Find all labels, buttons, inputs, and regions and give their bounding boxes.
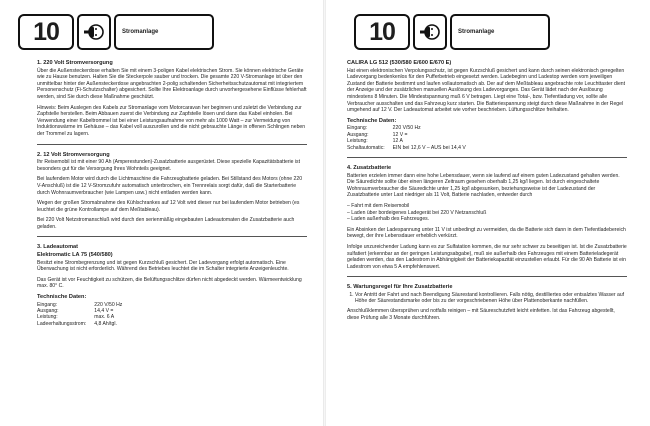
left-content bbox=[37, 60, 307, 331]
charger-heading: CALIRA LG 512 (530/580 E/600 E/670 E) bbox=[347, 60, 452, 66]
table-row: Leistung: 12 A bbox=[347, 138, 403, 145]
page-header bbox=[354, 14, 550, 48]
right-content bbox=[347, 60, 627, 325]
chapter-number: 10 bbox=[18, 14, 74, 50]
page-header bbox=[18, 14, 214, 48]
section-3-paragraph: Das Gerät ist vor Feuchtigkeit zu schützen, die Belüftungsschlitze dürfen nicht abgedeckt werden. Wärmeentwicklung max. 80° C. bbox=[37, 276, 302, 290]
section-1-paragraph: Über die Außensteckerdose erhalten Sie mit einem 3-poligen Kabel elektrischen Strom. Sie können elektrische Geräte wie zu Hause benutzen. Halten Sie die Steckerpole sauber und trocken. Die gesamte 220 V-Stromanlage ist über den unmittelbar hinter der Außensteckerdose angebrachten 2-polig schaltenden Sicherheitsschutzautomat mit integriertem Personenschutz (Fi-Schutzschalter) abgesichert. Sollte Ihre Elektroanlage durch unvorhergesehene Einflüsse fehlerhaft werden, sind Sie durch diese Maßnahme geschützt. bbox=[37, 67, 307, 100]
section-3-subheading: Elektromatic LA 75 (540/580) bbox=[37, 252, 113, 259]
section-4-paragraph: Ein Absinken der Ladespannung unter 11 V ist unbedingt zu vermeiden, da die Batterie sich dann in dem Tiefentladebereich bewegt, der ihre Lebensdauer erheblich verkürzt. bbox=[347, 226, 626, 240]
section-4-paragraph: Batterien erzielen immer dann eine hohe Lebensdauer, wenn sie laufend auf einem guten Ladezustand gehalten werden. Die Säuredichte sollte über einen längeren Zeitraum gesehen oberhalb 1,25 kg/l liegen. Ist durch eingeschaltete Wohnraumverbraucher die Säuredichte unter 1,25 kg/l abgesunken, beziehungsweise ist der Ladezustand der Zusatzbatterie unter Last niedriger als 11 Volt, Batterie nachladen, entweder durch bbox=[347, 172, 620, 199]
section-2-paragraph: Bei laufendem Motor wird durch die Lichtmaschine die Fahrzeugbatterie geladen. Bei Stillstand des Motors (ohne 220 V-Anschluß) ist die 12 V-Stromzufuhr automatisch unterbrochen, ein Trennrelais sorgt dafür, daß die Starterbatterie durch Wohnraumverbraucher (wie Lampen usw.) nicht entladen werden kann. bbox=[37, 176, 303, 196]
divider bbox=[37, 144, 307, 145]
table-row: Ladeerhaltungsstrom: 4,8 Ah/tgl. bbox=[37, 320, 117, 327]
chapter-number: 10 bbox=[354, 14, 410, 50]
plug-icon bbox=[77, 14, 111, 50]
table-row: Leistung: max. 6 A bbox=[37, 314, 115, 321]
section-1-heading: 1. 220 Volt Stromversorgung bbox=[37, 60, 113, 66]
section-4-heading: 4. Zusatzbatterie bbox=[347, 164, 392, 171]
section-2-paragraph: Bei 220 Volt Netzstromanschluß wird durch den serienmäßig eingebauten Ladeautomaten die Zusatzbatterie auch geladen. bbox=[37, 217, 295, 230]
section-5-paragraph: Anschlußklemmen übersprühen und notfalls reinigen – mit Säureschutzfett leicht einfetten. Ist das Fahrzeug abgestellt, diese Prüfung alle 3 Monate durchführen. bbox=[347, 308, 615, 321]
section-2-paragraph: Ihr Reisemobil ist mit einer 90 Ah (Amperestunden)-Zusatzbatterie ausgerüstet. Diese spezielle Kapazitätsbatterie ist besonders gut für die Versorgung Ihres Wohnteils geeignet. bbox=[37, 159, 301, 172]
charger-paragraph: Hat einen elektronischen Verpolungsschutz, ist gegen Kurzschluß gesichert und kann durch seinen elektronisch geregelten Ladevorgang bedenkenlos für den Pufferbetrieb eingesetzt werden. Ladebeginn und Ladestop werden vom jeweiligen Zustand der Batterie bestimmt und laufen vollautomatisch ab. Der auf dem Meßtableau angebrachte rote Leuchttaster dient der Anzeige und der zusätzlichen manuellen Auslösung des Ladevorganges. Das Gerät lädet nach der Auslösung mindestens 8 Minuten. Die Mindestspannung muß 6 V betragen. Liegt eine Total-, bzw. Tiefentladung vor, sollte alle Verbraucher ausschalten und das Fahrzeug kurz starten. Die Batteriespannung steigt durch diese Maßnahme in der Regel umgehend auf 12 V. Der Ladeautomat arbeitet wie vorher beschrieben. Lüftungsschlitze freihalten. bbox=[347, 67, 626, 114]
divider bbox=[347, 157, 627, 158]
list-item: – Laden über bordeigenes Ladegerät bei 220 V Netzanschluß bbox=[347, 209, 487, 216]
header-title: Stromanlage bbox=[450, 14, 550, 50]
section-3-heading: 3. Ladeautomat bbox=[37, 244, 79, 251]
maintenance-list bbox=[347, 292, 627, 305]
table-row: Eingang: 220 V/50 Hz bbox=[347, 125, 421, 132]
section-1-hint: Hinweis: Beim Auslegen des Kabels zur Stromanlage vom Motorcaravan her beginnen und zuletzt die Verbindung zur Zapfstelle herstellen. Beim Abbauen zuerst die Verbindung zur Zapfstelle lösen und dann das Kabel einholen. Bei Verwendung einer Kabeltrommel ist bei einer Leistungsaufnahme von mehr als 1000 Watt – zur Vermeidung von Induktionswärme im Gehäuse – das Kabel voll auszurollen und die nicht gebrauchte Länge in offenen Schlingen neben der Trommel zu lagern. bbox=[37, 104, 306, 137]
section-2-heading: 2. 12 Volt Stromversorgung bbox=[37, 151, 110, 158]
header-title: Stromanlage bbox=[114, 14, 214, 50]
list-item: 1. Vor Antritt der Fahrt und nach Beendigung Säurestand kontrollieren. Falls nötig, destilliertes oder entsalztes Wasser auf Höhe der Säurestandsmarke oder bis zu der vorgeschriebenen Höhe über Plattenoberkante nachfüllen. bbox=[355, 292, 627, 305]
list-item: – Fahrt mit dem Reisemobil bbox=[347, 202, 410, 209]
divider bbox=[347, 276, 627, 277]
table-row: Ausgang: 14,4 V = bbox=[37, 308, 114, 315]
tech-data-table bbox=[37, 302, 130, 328]
section-2-paragraph: Wegen der großen Stromabnahme des Kühlschrankes auf 12 Volt wird dieser nur bei laufendem Motor betrieben (es leuchtet die grüne Kontrollampe auf dem Meßtableau). bbox=[37, 200, 300, 213]
divider bbox=[37, 236, 307, 237]
list-item: – Laden außerhalb des Fahrzeuges. bbox=[347, 216, 430, 223]
section-5-heading: 5. Wartungsregel für Ihre Zusatzbatterie bbox=[347, 284, 453, 291]
right-page bbox=[325, 0, 650, 426]
plug-icon bbox=[413, 14, 447, 50]
section-3-paragraph: Besitzt eine Strombegrenzung und ist gegen Kurzschluß gesichert. Der Ladevorgang erfolgt automatisch. Eine Überwachung ist nicht erforderlich. Während des Betriebes leuchtet die im Schalter integrierte Anzeigenleuchte. bbox=[37, 259, 289, 273]
charging-options-list bbox=[347, 203, 627, 223]
tech-data-table bbox=[347, 125, 474, 151]
table-row: Ausgang: 12 V = bbox=[347, 131, 408, 138]
tech-data-heading: Technische Daten: bbox=[37, 294, 87, 301]
tech-data-heading: Technische Daten: bbox=[347, 117, 397, 124]
section-4-paragraph: Infolge unzureichender Ladung kann es zur Sulfatation kommen, die nur sehr schwer zu beseitigen ist. Ist die Zusatzbatterie sulfatiert (erkennbar an der geringen Leistungsabgabe), muß sie außerhalb des Fahrzeuges mit einem Batterieladegerät geladen werden, das den Ladestrom in Abhängigkeit der Batteriekapazität einzustellen erlaubt. Für die 90 Ah Batterie ist ein Ladestrom von etwa 5 A empfehlenswert. bbox=[347, 243, 627, 270]
table-row: Schaltautomatic: EIN bei 12,6 V – AUS bei 14,4 V bbox=[347, 144, 466, 151]
table-row: Eingang: 220 V/50 Hz bbox=[37, 301, 123, 308]
